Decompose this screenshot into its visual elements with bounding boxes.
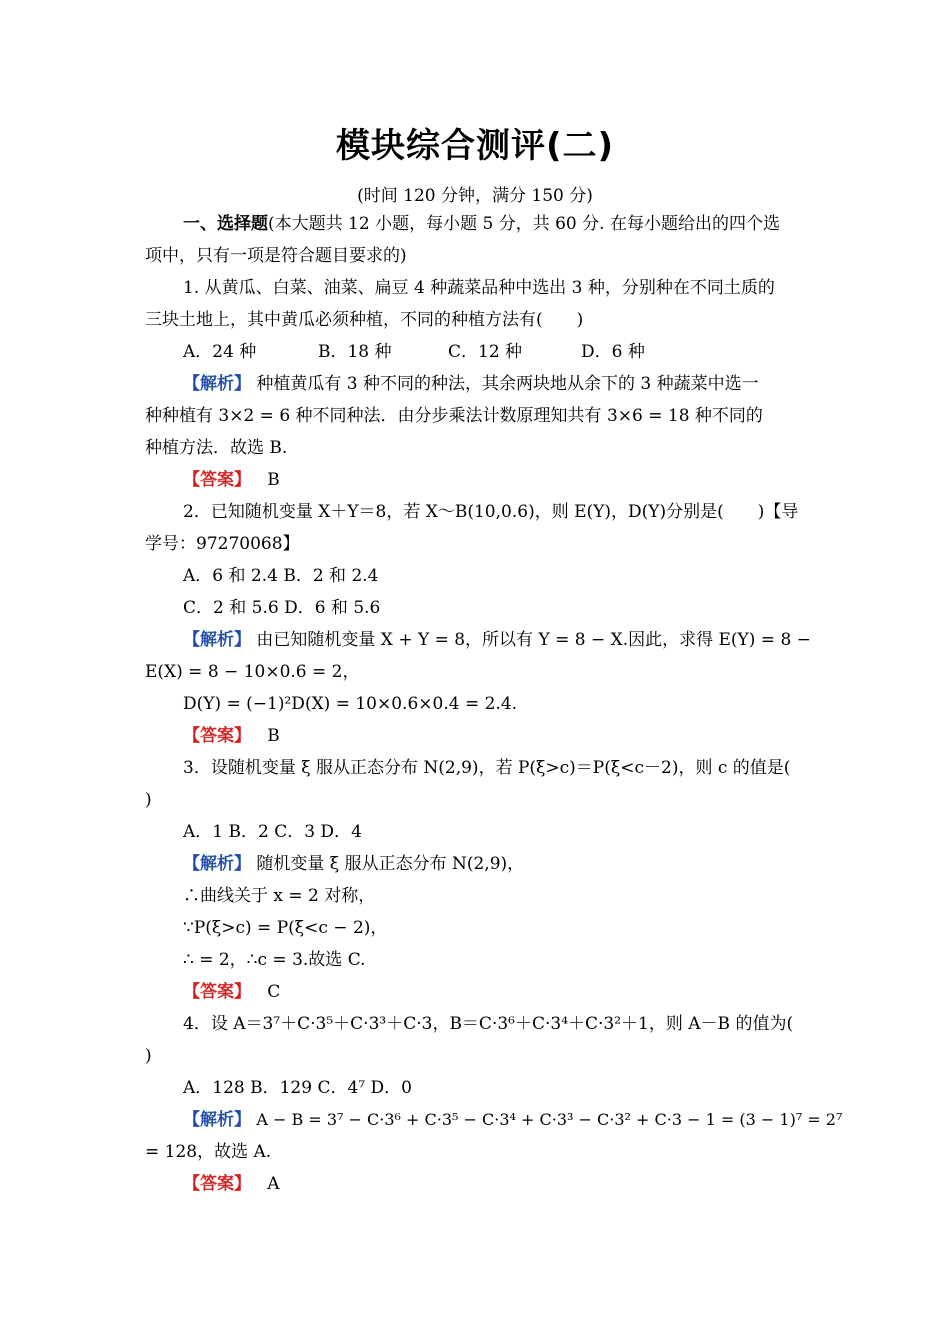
q3-explanation-1 xyxy=(183,852,524,876)
q4-options: A．128 B．129 C．4⁷ D．0 xyxy=(183,1078,412,1098)
q2-options-1: A．6 和 2.4 B．2 和 2.4 xyxy=(183,566,379,586)
q1-explanation-text-1: 种植黄瓜有 3 种不同的种法，其余两块地从余下的 3 种蔬菜中选一 xyxy=(256,374,759,394)
q4-jiexi-label: 【解析】 xyxy=(183,1110,251,1130)
q1-explanation-1 xyxy=(183,372,759,396)
q1-options xyxy=(183,340,645,364)
q1-option-b: B．18 种 xyxy=(318,342,392,362)
q4-stem-2: ) xyxy=(145,1046,152,1066)
q1-answer xyxy=(183,468,280,492)
q2-stem-2: 学号：97270068】 xyxy=(145,534,300,554)
q1-option-a: A．24 种 xyxy=(183,342,257,362)
page-title: 模块综合测评(二) xyxy=(335,126,615,166)
q1-option-d: D．6 种 xyxy=(581,342,645,362)
q3-explanation-3: ∵P(ξ>c) = P(ξ<c − 2)， xyxy=(183,918,388,938)
q1-answer-value: B xyxy=(267,470,280,490)
q2-jiexi-label: 【解析】 xyxy=(183,630,251,650)
section-desc-1: (本大题共 12 小题，每小题 5 分，共 60 分. 在每小题给出的四个选 xyxy=(268,214,780,234)
q2-answer-value: B xyxy=(267,726,280,746)
q2-options-2: C．2 和 5.6 D．6 和 5.6 xyxy=(183,598,381,618)
q4-stem-1: 4．设 A＝3⁷＋C·3⁵＋C·3³＋C·3，B＝C·3⁶＋C·3⁴＋C·3²＋1，则 A－B 的值为( xyxy=(183,1014,794,1034)
q3-options: A．1 B．2 C．3 D．4 xyxy=(183,822,362,842)
q1-explanation-2: 种种植有 3×2 = 6 种不同种法．由分步乘法计数原理知共有 3×6 = 18 种不同的 xyxy=(145,406,763,426)
q4-answer xyxy=(183,1172,280,1196)
q4-explanation-2: = 128，故选 A. xyxy=(145,1142,272,1162)
q2-daan-label: 【答案】 xyxy=(183,726,251,746)
q2-explanation-2: E(X) = 8 − 10×0.6 = 2， xyxy=(145,662,360,682)
q3-answer-value: C xyxy=(267,982,281,1002)
q2-answer xyxy=(183,724,280,748)
q2-stem-1: 2．已知随机变量 X＋Y＝8，若 X～B(10,0.6)，则 E(Y)，D(Y)分别是( )【导 xyxy=(183,502,799,522)
section-label: 一、选择题 xyxy=(183,214,268,234)
q3-explanation-4: ∴ = 2，∴c = 3.故选 C. xyxy=(183,950,366,970)
q2-explanation-1 xyxy=(183,628,811,652)
q4-daan-label: 【答案】 xyxy=(183,1174,251,1194)
q3-daan-label: 【答案】 xyxy=(183,982,251,1002)
q3-answer xyxy=(183,980,280,1004)
q4-explanation-1 xyxy=(183,1108,842,1132)
q3-stem-1: 3．设随机变量 ξ 服从正态分布 N(2,9)，若 P(ξ>c)＝P(ξ<c－2)，则 c 的值是( xyxy=(183,758,791,778)
q1-daan-label: 【答案】 xyxy=(183,470,251,490)
page-subtitle: (时间 120 分钟，满分 150 分) xyxy=(357,186,593,206)
section-intro xyxy=(183,212,780,236)
q1-option-c: C．12 种 xyxy=(448,342,523,362)
q1-stem-1: 1. 从黄瓜、白菜、油菜、扁豆 4 种蔬菜品种中选出 3 种，分别种在不同土质的 xyxy=(183,278,775,298)
q2-explanation-text-1: 由已知随机变量 X + Y = 8，所以有 Y = 8 − X.因此，求得 E(Y) = 8 − xyxy=(256,630,811,650)
q3-jiexi-label: 【解析】 xyxy=(183,854,251,874)
section-desc-2: 项中，只有一项是符合题目要求的) xyxy=(145,246,407,266)
q4-answer-value: A xyxy=(267,1174,280,1194)
q3-stem-2: ) xyxy=(145,790,152,810)
q1-jiexi-label: 【解析】 xyxy=(183,374,251,394)
q1-stem-2: 三块土地上，其中黄瓜必须种植，不同的种植方法有( ) xyxy=(145,310,584,330)
q2-explanation-3: D(Y) = (−1)²D(X) = 10×0.6×0.4 = 2.4. xyxy=(183,694,518,714)
q4-explanation-text-1: A − B = 3⁷ − C·3⁶ + C·3⁵ − C·3⁴ + C·3³ − C·3² + C·3 − 1 = (3 − 1)⁷ = 2⁷ xyxy=(256,1110,843,1129)
q1-explanation-3: 种植方法．故选 B. xyxy=(145,438,288,458)
q3-explanation-text-1: 随机变量 ξ 服从正态分布 N(2,9)， xyxy=(256,854,525,874)
q3-explanation-2: ∴曲线关于 x = 2 对称， xyxy=(183,886,376,906)
